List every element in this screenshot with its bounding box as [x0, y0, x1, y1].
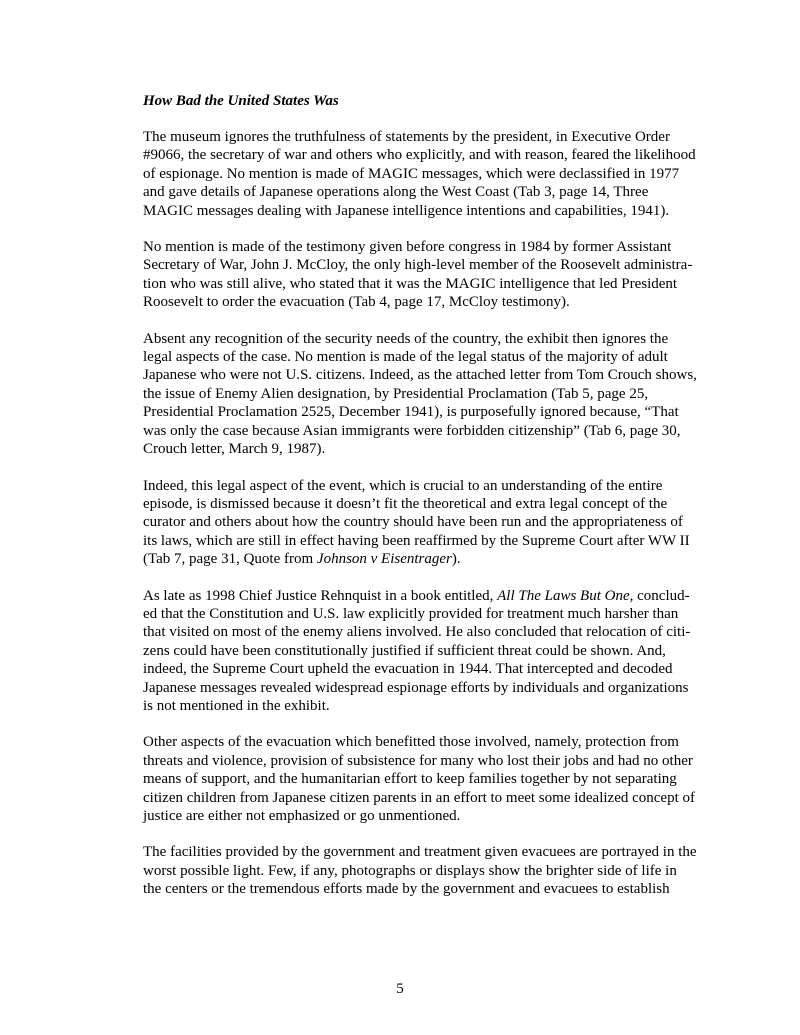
text-line — [143, 532, 733, 550]
text-line — [143, 293, 733, 311]
text-run: No mention is made of the testimony given before congress in 1984 by former Assistant — [143, 239, 672, 256]
text-run: tion who was still alive, who stated that it was the MAGIC intelligence that led President — [143, 275, 678, 292]
text-run: Other aspects of the evacuation which benefitted those involved, namely, protection from — [143, 734, 679, 751]
text-run: its laws, which are still in effect having been reaffirmed by the Supreme Court after WW II — [143, 532, 690, 549]
section-heading: How Bad the United States Was — [143, 93, 339, 109]
text-run: is not mentioned in the exhibit. — [143, 697, 330, 714]
document-body — [143, 92, 733, 917]
text-run: was only the case because Asian immigrants were forbidden citizenship” (Tab 6, page 30, — [143, 422, 681, 439]
text-run: , conclud- — [629, 587, 690, 604]
text-line — [143, 733, 733, 751]
text-run: episode, is dismissed because it doesn’t fit the theoretical and extra legal concept of the — [143, 495, 668, 512]
text-line — [143, 697, 733, 715]
text-line — [143, 807, 733, 825]
text-run: threats and violence, provision of subsistence for many who lost their jobs and had no other — [143, 752, 693, 769]
text-line — [143, 862, 733, 880]
text-run: Presidential Proclamation 2525, December 1941), is purposefully ignored because, “That — [143, 404, 679, 421]
text-run: Japanese who were not U.S. citizens. Indeed, as the attached letter from Tom Crouch shows, — [143, 367, 697, 384]
paragraph — [143, 843, 733, 898]
paragraph — [143, 477, 733, 569]
text-run: zens could have been constitutionally justified if sufficient threat could be shown. And, — [143, 642, 666, 659]
text-run: MAGIC messages dealing with Japanese intelligence intentions and capabilities, 1941). — [143, 202, 670, 219]
text-line — [143, 385, 733, 403]
text-line — [143, 550, 733, 568]
text-run: ). — [451, 551, 461, 568]
text-run: citizen children from Japanese citizen parents in an effort to meet some idealized concept of — [143, 789, 695, 806]
text-line — [143, 238, 733, 256]
text-run: The facilities provided by the government and treatment given evacuees are portrayed in the — [143, 844, 697, 861]
case-citation: Johnson v Eisentrager — [316, 551, 452, 568]
text-run: Indeed, this legal aspect of the event, which is crucial to an understanding of the entire — [143, 477, 663, 494]
text-line — [143, 789, 733, 807]
text-run: Crouch letter, March 9, 1987). — [143, 441, 326, 458]
text-run: means of support, and the humanitarian effort to keep families together by not separating — [143, 771, 677, 788]
text-run: worst possible light. Few, if any, photographs or displays show the brighter side of life in — [143, 862, 677, 879]
text-line — [143, 403, 733, 421]
text-run: Roosevelt to order the evacuation (Tab 4, page 17, McCloy testimony). — [143, 294, 570, 311]
paragraph — [143, 587, 733, 716]
text-run: justice are either not emphasized or go unmentioned. — [143, 808, 461, 824]
text-line — [143, 623, 733, 641]
text-line — [143, 477, 733, 495]
paragraph — [143, 733, 733, 825]
text-line — [143, 366, 733, 384]
text-run: Japanese messages revealed widespread espionage efforts by individuals and organizations — [143, 679, 689, 696]
text-run: legal aspects of the case. No mention is made of the legal status of the majority of adult — [143, 349, 668, 366]
text-run: ed that the Constitution and U.S. law explicitly provided for treatment much harsher than — [143, 605, 679, 622]
text-line — [143, 183, 733, 201]
text-run: (Tab 7, page 31, Quote from — [143, 551, 317, 568]
text-line — [143, 348, 733, 366]
text-run: curator and others about how the country should have been run and the appropriateness of — [143, 514, 683, 531]
text-run: the issue of Enemy Alien designation, by Presidential Proclamation (Tab 5, page 25, — [143, 385, 649, 402]
text-line — [143, 330, 733, 348]
text-line — [143, 440, 733, 458]
text-line — [143, 605, 733, 623]
text-run: the centers or the tremendous efforts made by the government and evacuees to establish — [143, 881, 670, 898]
paragraph — [143, 128, 733, 220]
text-line — [143, 642, 733, 660]
text-line — [143, 660, 733, 678]
text-line — [143, 165, 733, 183]
text-run: #9066, the secretary of war and others who explicitly, and with reason, feared the likelihood — [143, 147, 696, 164]
text-line — [143, 128, 733, 146]
text-line — [143, 256, 733, 274]
text-run: The museum ignores the truthfulness of statements by the president, in Executive Order — [143, 129, 670, 145]
text-line — [143, 513, 733, 531]
text-line — [143, 275, 733, 293]
text-line — [143, 752, 733, 770]
text-line — [143, 880, 733, 898]
text-line — [143, 146, 733, 164]
page-number: 5 — [396, 981, 404, 997]
text-run: of espionage. No mention is made of MAGIC messages, which were declassified in 1977 — [143, 165, 680, 182]
text-run: As late as 1998 Chief Justice Rehnquist in a book entitled, — [143, 587, 498, 604]
text-line — [143, 770, 733, 788]
paragraph — [143, 238, 733, 312]
text-run: indeed, the Supreme Court upheld the evacuation in 1944. That intercepted and decoded — [143, 661, 673, 678]
text-run: Absent any recognition of the security needs of the country, the exhibit then ignores the — [143, 330, 669, 347]
text-run: and gave details of Japanese operations along the West Coast (Tab 3, page 14, Three — [143, 184, 649, 201]
text-line — [143, 587, 733, 605]
text-run: Secretary of War, John J. McCloy, the only high-level member of the Roosevelt administra- — [143, 257, 693, 274]
text-run: that visited on most of the enemy aliens involved. He also concluded that relocation of citi- — [143, 624, 691, 641]
text-line — [143, 843, 733, 861]
paragraph — [143, 330, 733, 459]
text-line — [143, 202, 733, 220]
text-line — [143, 422, 733, 440]
text-line — [143, 679, 733, 697]
text-line — [143, 495, 733, 513]
book-title: All The Laws But One — [497, 587, 630, 604]
